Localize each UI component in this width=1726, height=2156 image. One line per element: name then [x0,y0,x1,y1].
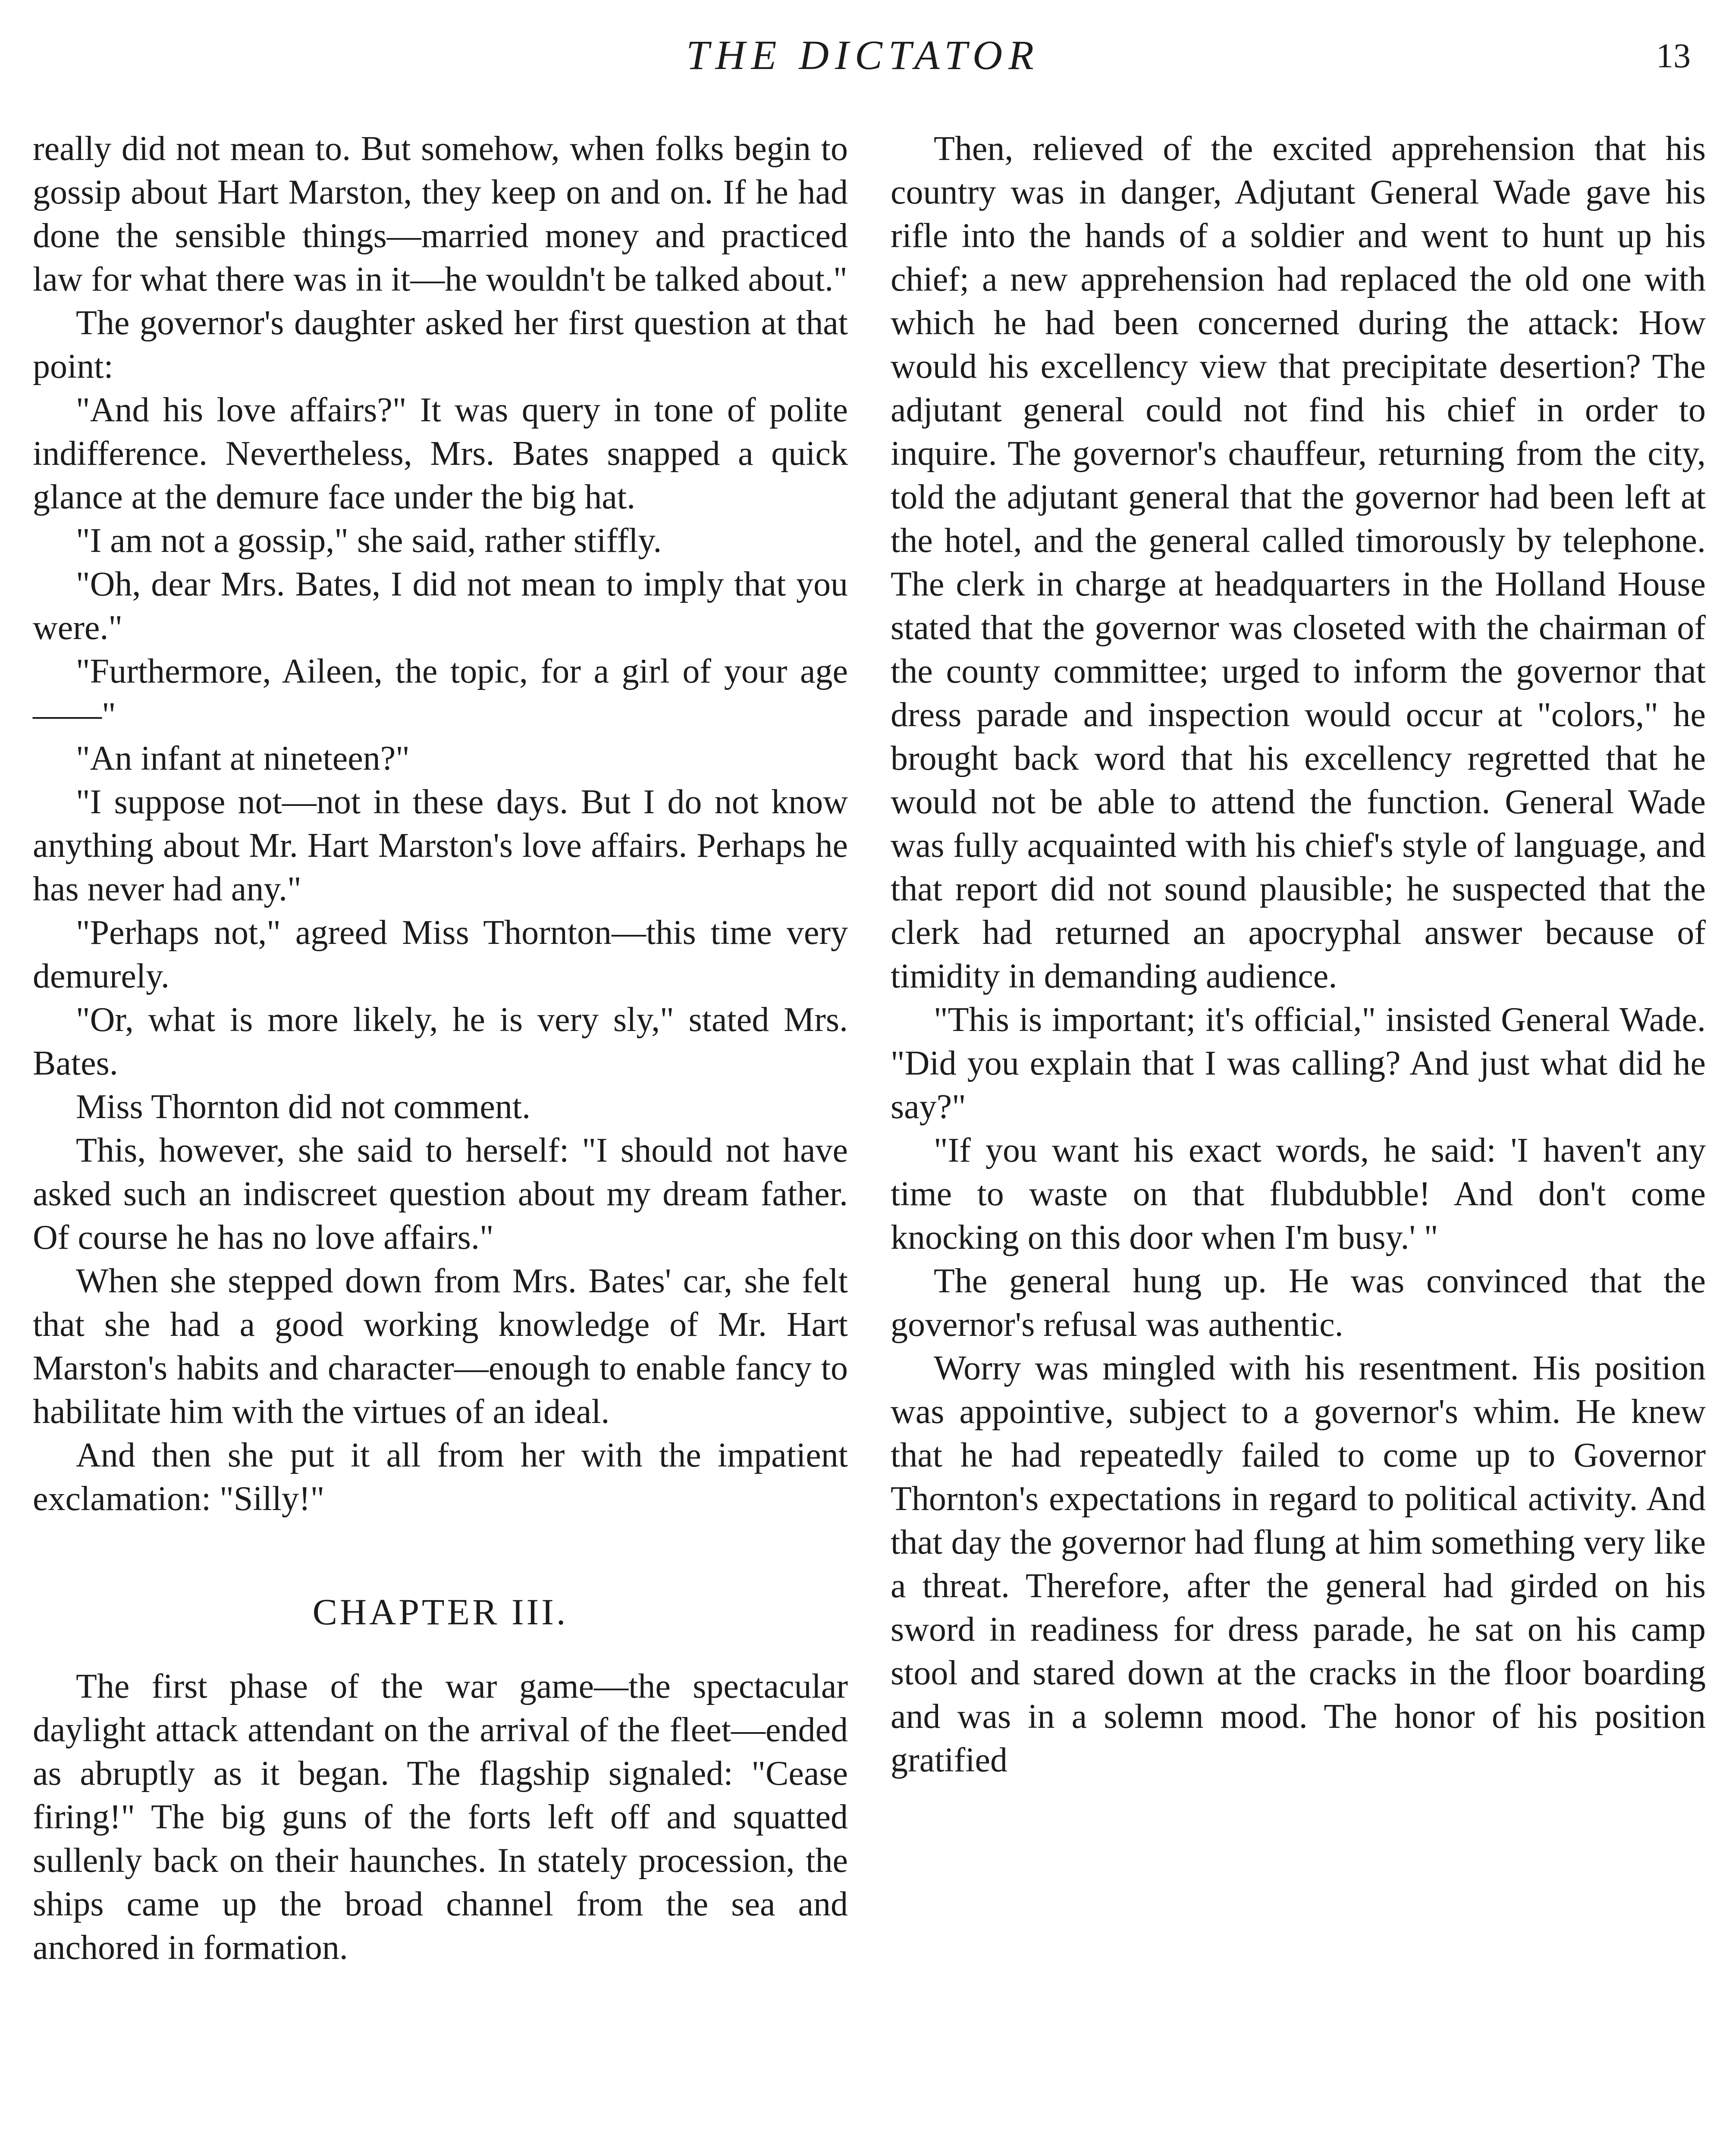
page-header [30,30,1696,99]
paragraph: Worry was mingled with his resentment. His position was appointive, subject to a governor's whim. He knew that he had repeatedly failed to come up to Governor Thornton's expectations in regard to political activity. And that day the governor had flung at him something very like a threat. Therefore, after the general had girded on his sword in readiness for dress parade, he sat on his camp stool and stared down at the cracks in the floor boarding and was in a solemn mood. The honor of his position gratified [891,1349,1706,1779]
paragraph: "This is important; it's official," insisted General Wade. "Did you explain that I was calling? And just what did he say?" [891,1001,1706,1126]
paragraph: "Furthermore, Aileen, the topic, for a girl of your age——" [33,652,848,734]
running-title: THE DICTATOR [686,32,1040,78]
paragraph: When she stepped down from Mrs. Bates' car, she felt that she had a good working knowledge of Mr. Hart Marston's habits and character—enough to enable fancy to habilitate him with the virtues of an ideal. [33,1262,848,1431]
chapter-heading: CHAPTER III. [312,1591,568,1633]
paragraph: "And his love affairs?" It was query in tone of polite indifference. Nevertheless, Mrs. Bates snapped a quick glance at the demure face under the big hat. [33,391,848,516]
paragraph: And then she put it all from her with the impatient exclamation: "Silly!" [33,1436,848,1518]
paragraph: "Perhaps not," agreed Miss Thornton—this time very demurely. [33,914,848,995]
paragraph: "An infant at nineteen?" [76,740,410,777]
right-column [891,127,1706,1782]
paragraph: "Or, what is more likely, he is very sly," stated Mrs. Bates. [33,1001,848,1082]
paragraph: really did not mean to. But somehow, when folks begin to gossip about Hart Marston, they keep on and on. If he had done the sensible things—married money and practiced law for what there was in it—he wouldn't be talked about." [33,130,848,298]
paragraph: The general hung up. He was convinced that the governor's refusal was authentic. [891,1262,1706,1344]
paragraph: "I am not a gossip," she said, rather stiffly. [76,522,662,560]
paragraph: Miss Thornton did not comment. [76,1088,531,1126]
paragraph: "I suppose not—not in these days. But I do not know anything about Mr. Hart Marston's love affairs. Perhaps he has never had any." [33,783,848,908]
paragraph: The governor's daughter asked her first question at that point: [33,304,848,385]
paragraph: "If you want his exact words, he said: 'I haven't any time to waste on that flubdubble! And don't come knocking on this door when I'm busy.' " [891,1131,1706,1257]
paragraph: The first phase of the war game—the spectacular daylight attack attendant on the arrival of the fleet—ended as abruptly as it began. The flagship signaled: "Cease firing!" The big guns of the forts left off and squatted sullenly back on their haunches. In stately procession, the ships came up the broad channel from the sea and anchored in formation. [33,1667,848,1967]
paragraph: Then, relieved of the excited apprehension that his country was in danger, Adjutant General Wade gave his rifle into the hands of a soldier and went to hunt up his chief; a new apprehension had replaced the old one with which he had been concerned during the attack: How would his excellency view that precipitate desertion? The adjutant general could not find his chief in order to inquire. The governor's chauffeur, returning from the city, told the adjutant general that the governor had been left at the hotel, and the general called timorously by telephone. The clerk in charge at headquarters in the Holland House stated that the governor was closeted with the chairman of the county committee; urged to inform the governor that dress parade and inspection would occur at "colors," he brought back word that his excellency regretted that he would not be able to attend the function. General Wade was fully acquainted with his chief's style of language, and that report did not sound plausible; he suspected that the clerk had returned an apocryphal answer because of timidity in demanding audience. [891,130,1706,995]
left-column [33,127,848,1970]
paragraph: "Oh, dear Mrs. Bates, I did not mean to imply that you were." [33,565,848,647]
paragraph: This, however, she said to herself: "I should not have asked such an indiscreet question about my dream father. Of course he has no love affairs." [33,1131,848,1257]
page-number: 13 [1656,37,1691,75]
